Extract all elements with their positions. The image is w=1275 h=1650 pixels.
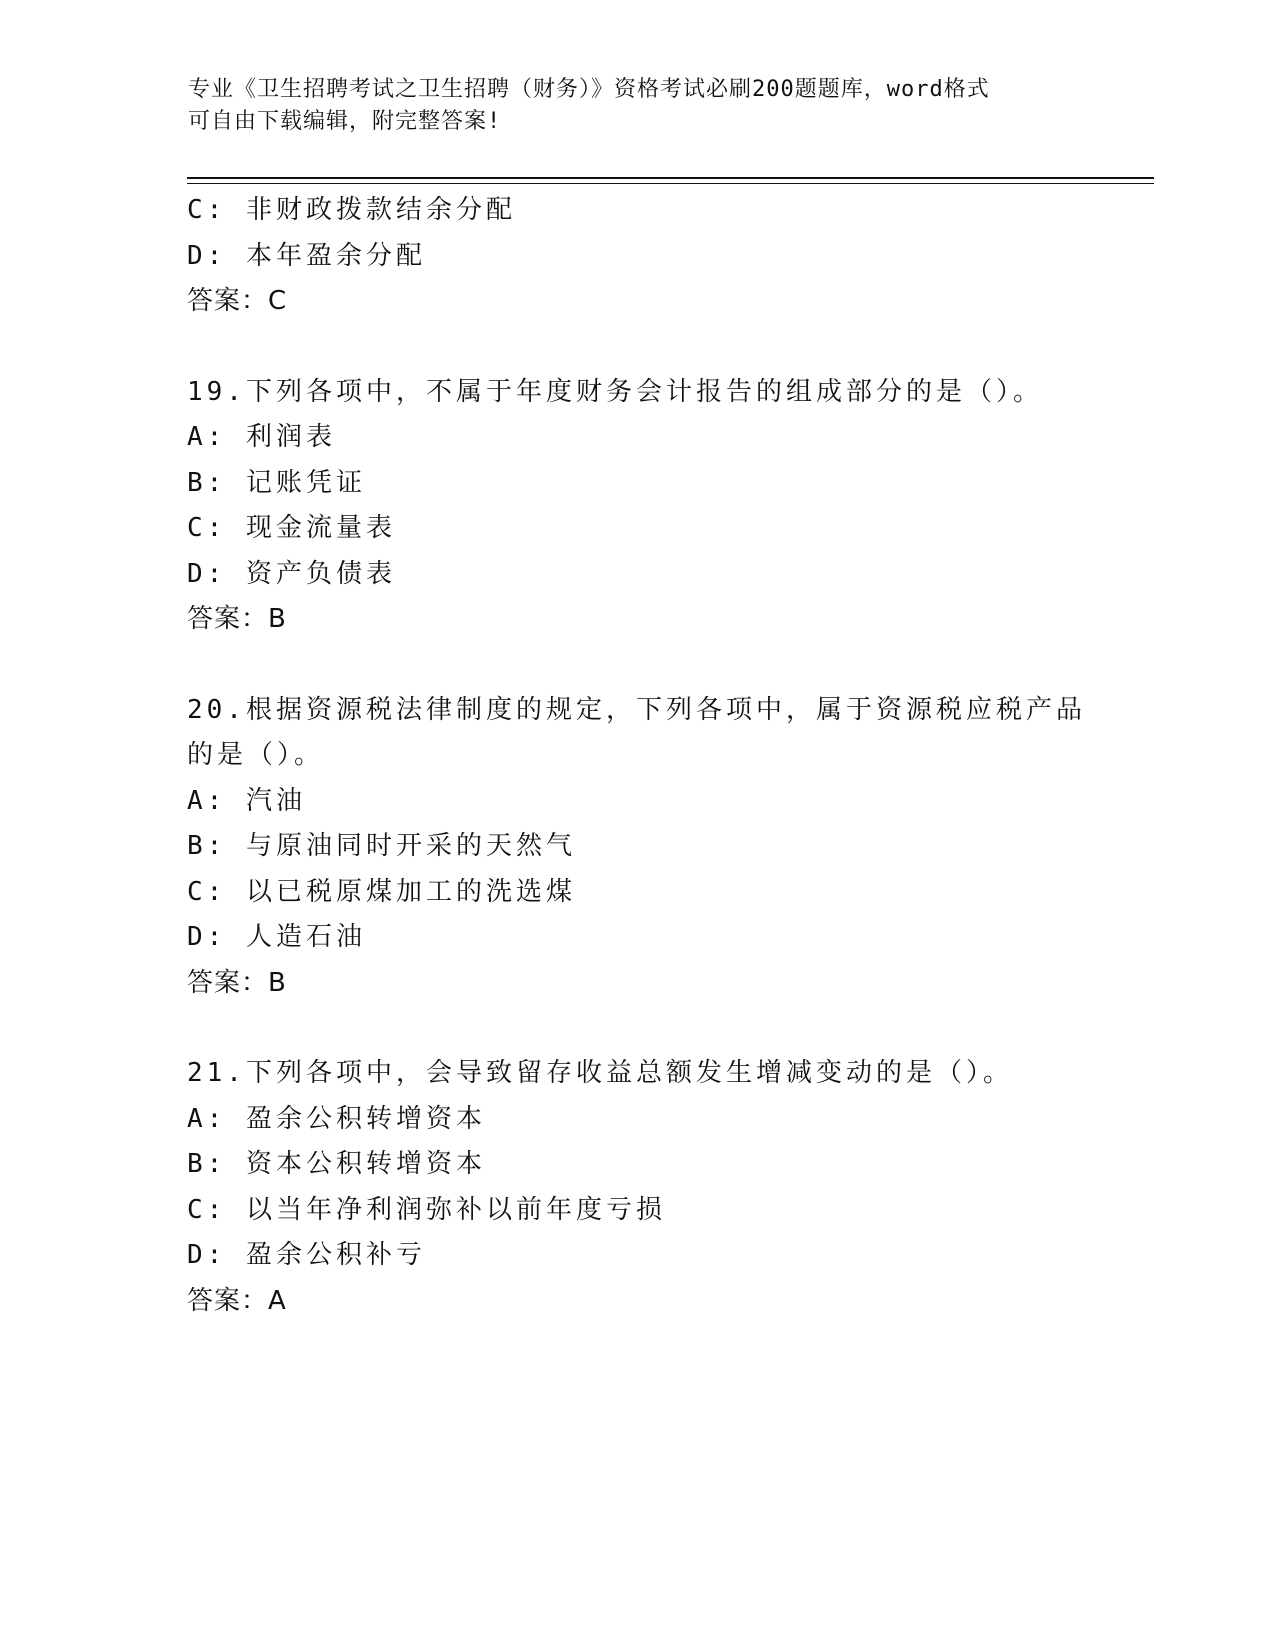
answer-line: 答案：C <box>187 286 288 316</box>
option-b: B: 记账凭证 <box>187 467 366 498</box>
option-c: C: 以已税原煤加工的洗选煤 <box>187 876 576 907</box>
answer-line: 答案：B <box>187 967 287 998</box>
option-c: C: 现金流量表 <box>187 513 396 543</box>
question-stem: 20.根据资源税法律制度的规定，下列各项中，属于资源税应税产品的是（）。 <box>187 694 1086 770</box>
option-c: C: 非财政拨款结余分配 <box>187 195 516 225</box>
option-b: B: 与原油同时开采的天然气 <box>187 831 576 861</box>
question-block-20 <box>187 688 1087 1007</box>
option-d: D: 盈余公积补亏 <box>187 1240 426 1270</box>
question-block-continued <box>187 188 1087 325</box>
option-a: A: 汽油 <box>187 785 306 816</box>
answer-line: 答案：A <box>187 1285 287 1316</box>
option-c: C: 以当年净利润弥补以前年度亏损 <box>187 1194 666 1225</box>
option-d: D: 资产负债表 <box>187 558 396 589</box>
option-a: A: 盈余公积转增资本 <box>187 1103 486 1134</box>
answer-line: 答案：B <box>187 604 287 634</box>
page-header <box>188 74 1068 138</box>
header-divider-thick <box>187 177 1154 179</box>
question-block-21 <box>187 1051 1087 1324</box>
header-title-line-1: 专业《卫生招聘考试之卫生招聘（财务）》资格考试必刷200题题库，word格式 <box>188 77 990 102</box>
question-list <box>187 188 1087 1324</box>
option-d: D: 人造石油 <box>187 922 366 952</box>
header-title-line-2: 可自由下载编辑，附完整答案! <box>188 109 502 134</box>
header-divider-thin <box>187 183 1154 184</box>
option-d: D: 本年盈余分配 <box>187 240 426 271</box>
option-a: A: 利润表 <box>187 422 336 452</box>
question-block-19 <box>187 370 1087 643</box>
option-b: B: 资本公积转增资本 <box>187 1149 486 1179</box>
question-stem: 19.下列各项中，不属于年度财务会计报告的组成部分的是（）。 <box>187 376 1043 407</box>
question-stem: 21.下列各项中，会导致留存收益总额发生增减变动的是（）。 <box>187 1058 1013 1088</box>
